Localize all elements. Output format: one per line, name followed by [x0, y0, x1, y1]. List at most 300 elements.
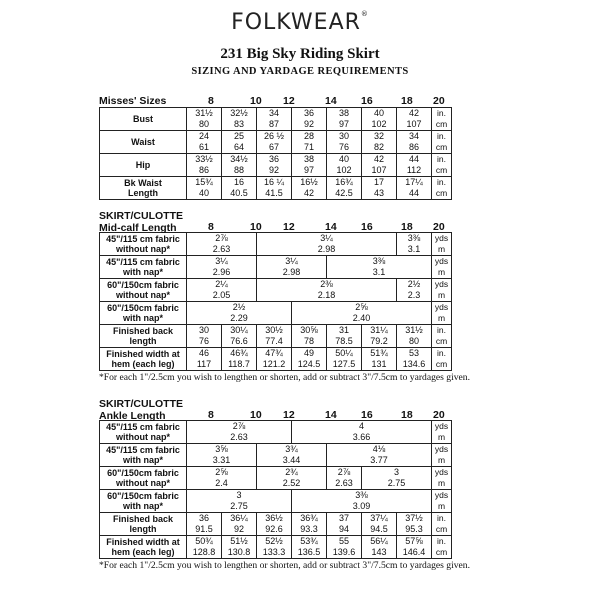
value-cell	[292, 177, 327, 200]
value-imperial: 47¾	[265, 348, 283, 358]
unit-cell	[432, 421, 452, 444]
value-cell	[187, 421, 292, 444]
value-metric: 76	[338, 142, 349, 152]
row-label-line: 60"/150cm fabric	[107, 468, 179, 478]
value-cell	[362, 131, 397, 154]
value-metric: 146.4	[402, 547, 426, 557]
table-row	[100, 131, 452, 154]
value-cell	[257, 348, 292, 371]
value-cell	[397, 233, 432, 256]
size-header-14: 14	[325, 221, 337, 233]
section-label-line: SKIRT/CULOTTE	[99, 398, 183, 410]
value-imperial: 49	[303, 348, 314, 358]
section-label	[99, 210, 183, 234]
value-imperial: 31½	[195, 108, 213, 118]
value-cell	[397, 131, 432, 154]
value-cell	[292, 154, 327, 177]
value-metric: 143	[371, 547, 387, 557]
size-header-12: 12	[283, 221, 295, 233]
unit-metric: cm	[435, 142, 448, 152]
value-cell	[362, 177, 397, 200]
fabric-label	[100, 444, 187, 467]
table-row	[100, 536, 452, 559]
unit-metric: cm	[435, 547, 448, 557]
value-metric: 2.3	[407, 290, 421, 300]
row-label-line: Length	[128, 188, 158, 198]
size-header-16: 16	[361, 95, 373, 107]
value-cell	[222, 131, 257, 154]
size-header-row	[99, 398, 452, 420]
value-metric: 76.6	[230, 336, 248, 346]
size-header-18: 18	[401, 221, 413, 233]
unit-imperial: in.	[437, 108, 446, 118]
value-metric: 93.3	[300, 524, 318, 534]
value-metric: 112	[406, 165, 422, 175]
value-cell	[187, 154, 222, 177]
value-cell	[397, 348, 432, 371]
value-cell	[257, 108, 292, 131]
value-cell	[292, 536, 327, 559]
unit-cell	[432, 536, 452, 559]
row-label	[100, 154, 187, 177]
value-metric: 3.44	[282, 455, 301, 465]
value-metric: 92.6	[265, 524, 283, 534]
row-label-line: with nap*	[123, 313, 163, 323]
value-metric: 43	[373, 188, 384, 198]
value-imperial: 3⅝	[215, 444, 228, 454]
size-header-12: 12	[283, 95, 295, 107]
value-metric: 133.3	[262, 547, 286, 557]
value-metric: 40	[198, 188, 209, 198]
value-cell	[257, 131, 292, 154]
value-imperial: 50¾	[195, 536, 213, 546]
value-imperial: 24	[198, 131, 209, 141]
row-label-line: without nap*	[116, 290, 170, 300]
value-cell	[397, 279, 432, 302]
row-label-line: Finished back	[112, 326, 174, 336]
unit-metric: m	[437, 290, 446, 300]
brand-name: FOLKWEAR	[231, 10, 361, 35]
value-cell	[257, 513, 292, 536]
value-metric: 107	[406, 119, 422, 129]
value-imperial: 2⅞	[215, 233, 228, 243]
value-metric: 64	[233, 142, 244, 152]
value-cell	[257, 154, 292, 177]
value-metric: 92	[268, 165, 279, 175]
fabric-label	[100, 421, 187, 444]
value-cell	[362, 325, 397, 348]
fabric-row	[100, 302, 452, 325]
value-imperial: 36½	[265, 513, 283, 523]
value-imperial: 38	[338, 108, 349, 118]
value-cell	[327, 154, 362, 177]
value-imperial: 2½	[232, 302, 246, 312]
value-imperial: 42	[408, 108, 419, 118]
table-row	[100, 348, 452, 371]
value-metric: 130.8	[227, 547, 251, 557]
value-metric: 97	[338, 119, 349, 129]
unit-imperial: in.	[437, 513, 446, 523]
unit-cell	[432, 108, 452, 131]
value-imperial: 36¾	[300, 513, 318, 523]
value-metric: 118.7	[228, 359, 250, 369]
value-metric: 97	[303, 165, 314, 175]
value-cell	[222, 177, 257, 200]
value-metric: 124.5	[297, 359, 321, 369]
unit-imperial: yds	[434, 421, 449, 431]
value-imperial: 40	[338, 154, 349, 164]
value-cell	[327, 131, 362, 154]
unit-metric: cm	[435, 165, 448, 175]
value-metric: 3.77	[370, 455, 388, 465]
size-header-16: 16	[361, 221, 373, 233]
value-metric: 42	[303, 188, 314, 198]
row-label-line: 45"/115 cm fabric	[106, 257, 180, 267]
value-imperial: 56¼	[370, 536, 388, 546]
row-label-line: 60"/150cm fabric	[107, 303, 179, 313]
table-row	[100, 177, 452, 200]
value-cell	[257, 467, 327, 490]
value-metric: 2.18	[317, 290, 336, 300]
value-cell	[397, 108, 432, 131]
table-row	[100, 108, 452, 131]
value-metric: 2.75	[387, 478, 406, 488]
value-imperial: 30⅝	[300, 325, 318, 335]
value-cell	[257, 177, 292, 200]
value-cell	[187, 177, 222, 200]
value-cell	[397, 154, 432, 177]
unit-metric: cm	[435, 119, 448, 129]
value-cell	[327, 256, 432, 279]
value-cell	[257, 536, 292, 559]
value-metric: 80	[408, 336, 419, 346]
unit-metric: m	[437, 267, 446, 277]
value-imperial: 2½	[407, 279, 421, 289]
value-imperial: 30	[198, 325, 209, 335]
value-imperial: 52½	[265, 536, 283, 546]
unit-cell	[432, 131, 452, 154]
value-metric: 76	[198, 336, 209, 346]
value-imperial: 36	[268, 154, 279, 164]
size-header-8: 8	[208, 409, 214, 421]
value-imperial: 57⅝	[405, 536, 423, 546]
fabric-row	[100, 490, 452, 513]
value-cell	[187, 513, 222, 536]
value-cell	[187, 131, 222, 154]
value-imperial: 17¼	[405, 177, 423, 187]
value-imperial: 51½	[230, 536, 248, 546]
value-cell	[292, 490, 432, 513]
size-header-8: 8	[208, 95, 214, 107]
unit-imperial: in.	[437, 536, 446, 546]
midcalf-section	[99, 210, 452, 371]
row-label-line: hem (each leg)	[111, 359, 175, 369]
value-imperial: 3¼	[215, 256, 228, 266]
unit-imperial: yds	[434, 302, 449, 312]
value-metric: 2.40	[352, 313, 371, 323]
value-cell	[257, 444, 327, 467]
row-label-line: 60"/150cm fabric	[107, 491, 179, 501]
fabric-label	[100, 256, 187, 279]
value-imperial: 16	[233, 177, 244, 187]
unit-metric: m	[437, 244, 446, 254]
value-metric: 2.52	[282, 478, 301, 488]
value-imperial: 37	[338, 513, 349, 523]
value-cell	[187, 108, 222, 131]
value-imperial: 3¼	[320, 233, 333, 243]
value-metric: 131	[371, 359, 387, 369]
value-metric: 91.5	[195, 524, 213, 534]
value-imperial: 42	[373, 154, 384, 164]
unit-metric: cm	[435, 336, 448, 346]
size-header-16: 16	[361, 409, 373, 421]
value-cell	[187, 279, 257, 302]
value-cell	[327, 108, 362, 131]
value-cell	[257, 233, 397, 256]
value-cell	[187, 348, 222, 371]
value-imperial: 34	[268, 108, 279, 118]
value-metric: 78	[303, 336, 314, 346]
value-metric: 2.63	[230, 432, 248, 442]
value-imperial: 40	[373, 108, 384, 118]
value-cell	[187, 444, 257, 467]
row-label	[100, 536, 187, 559]
value-metric: 80	[198, 119, 209, 129]
row-label-line: 45"/115 cm fabric	[106, 234, 180, 244]
unit-metric: cm	[435, 524, 448, 534]
value-imperial: 2⅝	[355, 302, 368, 312]
value-metric: 94.5	[370, 524, 388, 534]
unit-cell	[432, 348, 452, 371]
value-metric: 128.8	[192, 547, 216, 557]
value-metric: 2.63	[212, 244, 231, 254]
size-header-row	[99, 95, 452, 107]
unit-cell	[432, 256, 452, 279]
size-header-10: 10	[250, 95, 262, 107]
value-cell	[362, 467, 432, 490]
value-cell	[187, 325, 222, 348]
fabric-label	[100, 279, 187, 302]
value-imperial: 37¼	[370, 513, 388, 523]
row-label-line: with nap*	[123, 455, 163, 465]
unit-cell	[432, 233, 452, 256]
section-label-line: Ankle Length	[99, 410, 166, 422]
value-metric: 2.63	[335, 478, 353, 488]
value-cell	[257, 279, 397, 302]
page-subtitle: SIZING AND YARDAGE REQUIREMENTS	[191, 66, 409, 77]
value-metric: 78.5	[335, 336, 353, 346]
value-metric: 2.98	[317, 244, 336, 254]
value-cell	[292, 348, 327, 371]
value-imperial: 16 ¼	[263, 177, 285, 187]
value-cell	[397, 325, 432, 348]
row-label-line: Bust	[133, 114, 153, 124]
value-imperial: 53¾	[300, 536, 318, 546]
value-metric: 61	[198, 142, 209, 152]
table-row	[100, 154, 452, 177]
unit-metric: m	[437, 455, 446, 465]
value-metric: 67	[268, 142, 279, 152]
value-imperial: 2⅞	[232, 421, 246, 431]
value-imperial: 32	[373, 131, 384, 141]
value-cell	[222, 536, 257, 559]
fabric-row	[100, 444, 452, 467]
value-metric: 139.6	[332, 547, 356, 557]
value-metric: 121.2	[262, 359, 286, 369]
value-metric: 3.1	[372, 267, 386, 277]
value-cell	[362, 536, 397, 559]
value-metric: 40.5	[230, 188, 248, 198]
value-cell	[292, 108, 327, 131]
value-cell	[257, 325, 292, 348]
value-imperial: 2¾	[285, 467, 298, 477]
value-cell	[222, 154, 257, 177]
value-imperial: 44	[408, 154, 419, 164]
row-label	[100, 131, 187, 154]
unit-cell	[432, 177, 452, 200]
value-cell	[327, 348, 362, 371]
row-label-line: length	[129, 336, 157, 346]
value-metric: 86	[408, 142, 419, 152]
value-cell	[397, 513, 432, 536]
value-metric: 136.5	[297, 547, 321, 557]
value-metric: 92	[233, 524, 244, 534]
unit-imperial: in.	[437, 348, 446, 358]
value-metric: 88	[233, 165, 244, 175]
value-metric: 79.2	[370, 336, 388, 346]
value-imperial: 36¼	[230, 513, 248, 523]
value-imperial: 46¾	[230, 348, 248, 358]
row-label-line: Bk Waist	[124, 178, 162, 188]
ankle-footnote: *For each 1"/2.5cm you wish to lengthen or shorten, add or subtract 3"/7.5cm to yardages given.	[99, 560, 470, 571]
value-metric: 2.05	[212, 290, 231, 300]
value-metric: 2.29	[230, 313, 248, 323]
value-imperial: 2⅞	[337, 467, 351, 477]
value-metric: 2.75	[230, 501, 248, 511]
unit-metric: cm	[435, 188, 448, 198]
value-imperial: 37½	[405, 513, 423, 523]
unit-cell	[432, 302, 452, 325]
value-metric: 95.3	[405, 524, 423, 534]
value-imperial: 55	[338, 536, 349, 546]
value-metric: 86	[198, 165, 209, 175]
fabric-row	[100, 256, 452, 279]
value-cell	[187, 536, 222, 559]
value-imperial: 34	[408, 131, 419, 141]
row-label-line: with nap*	[123, 501, 163, 511]
sizes-label: Misses' Sizes	[99, 95, 167, 107]
unit-cell	[432, 325, 452, 348]
table-row	[100, 513, 452, 536]
value-cell	[327, 325, 362, 348]
size-header-10: 10	[250, 409, 262, 421]
size-header-12: 12	[283, 409, 295, 421]
value-cell	[222, 513, 257, 536]
value-cell	[362, 513, 397, 536]
body-measurements-section	[99, 95, 452, 200]
size-header-row	[99, 210, 452, 232]
unit-imperial: in.	[437, 131, 446, 141]
value-imperial: 30¼	[230, 325, 248, 335]
value-imperial: 3¼	[285, 256, 298, 266]
value-metric: 2.98	[282, 267, 301, 277]
value-metric: 94	[338, 524, 349, 534]
size-header-8: 8	[208, 221, 214, 233]
value-metric: 41.5	[265, 188, 283, 198]
value-cell	[222, 108, 257, 131]
unit-imperial: in.	[437, 325, 446, 335]
value-imperial: 3⅜	[355, 490, 368, 500]
value-cell	[187, 256, 257, 279]
value-cell	[292, 421, 432, 444]
value-imperial: 4⅛	[372, 444, 386, 454]
value-cell	[292, 513, 327, 536]
ankle-yardage-table	[99, 420, 452, 559]
value-cell	[187, 233, 257, 256]
unit-imperial: yds	[434, 444, 449, 454]
size-header-20: 20	[433, 95, 445, 107]
value-imperial: 36	[303, 108, 314, 118]
value-imperial: 32½	[230, 108, 248, 118]
value-metric: 3.09	[352, 501, 371, 511]
value-cell	[362, 348, 397, 371]
fabric-label	[100, 490, 187, 513]
row-label-line: without nap*	[116, 432, 170, 442]
value-cell	[327, 513, 362, 536]
value-imperial: 34½	[230, 154, 248, 164]
value-cell	[257, 256, 327, 279]
row-label-line: without nap*	[116, 244, 170, 254]
row-label-line: without nap*	[116, 478, 170, 488]
value-cell	[222, 325, 257, 348]
value-cell	[327, 444, 432, 467]
size-header-10: 10	[250, 221, 262, 233]
row-label	[100, 108, 187, 131]
unit-cell	[432, 154, 452, 177]
unit-cell	[432, 279, 452, 302]
value-metric: 102	[336, 165, 352, 175]
size-header-18: 18	[401, 95, 413, 107]
value-imperial: 53	[408, 348, 419, 358]
row-label-line: Hip	[135, 160, 151, 170]
value-imperial: 31¼	[370, 325, 388, 335]
registered-mark: ®	[360, 10, 369, 18]
value-metric: 2.4	[215, 478, 228, 488]
value-metric: 42.5	[335, 188, 353, 198]
section-label	[99, 398, 183, 422]
unit-cell	[432, 444, 452, 467]
value-metric: 71	[303, 142, 314, 152]
row-label-line: Finished width at	[106, 349, 180, 359]
row-label-line: 45"/115 cm fabric	[106, 445, 180, 455]
value-cell	[187, 302, 292, 325]
value-metric: 3.66	[352, 432, 371, 442]
value-metric: 107	[371, 165, 387, 175]
unit-cell	[432, 513, 452, 536]
value-imperial: 16¾	[335, 177, 353, 187]
value-metric: 82	[373, 142, 384, 152]
value-imperial: 33½	[195, 154, 213, 164]
unit-imperial: yds	[434, 233, 449, 243]
value-cell	[292, 325, 327, 348]
value-imperial: 2⅜	[320, 279, 333, 289]
row-label	[100, 348, 187, 371]
value-metric: 134.6	[402, 359, 426, 369]
value-imperial: 25	[233, 131, 244, 141]
value-imperial: 30	[338, 131, 349, 141]
row-label	[100, 325, 187, 348]
value-imperial: 15¾	[195, 177, 213, 187]
